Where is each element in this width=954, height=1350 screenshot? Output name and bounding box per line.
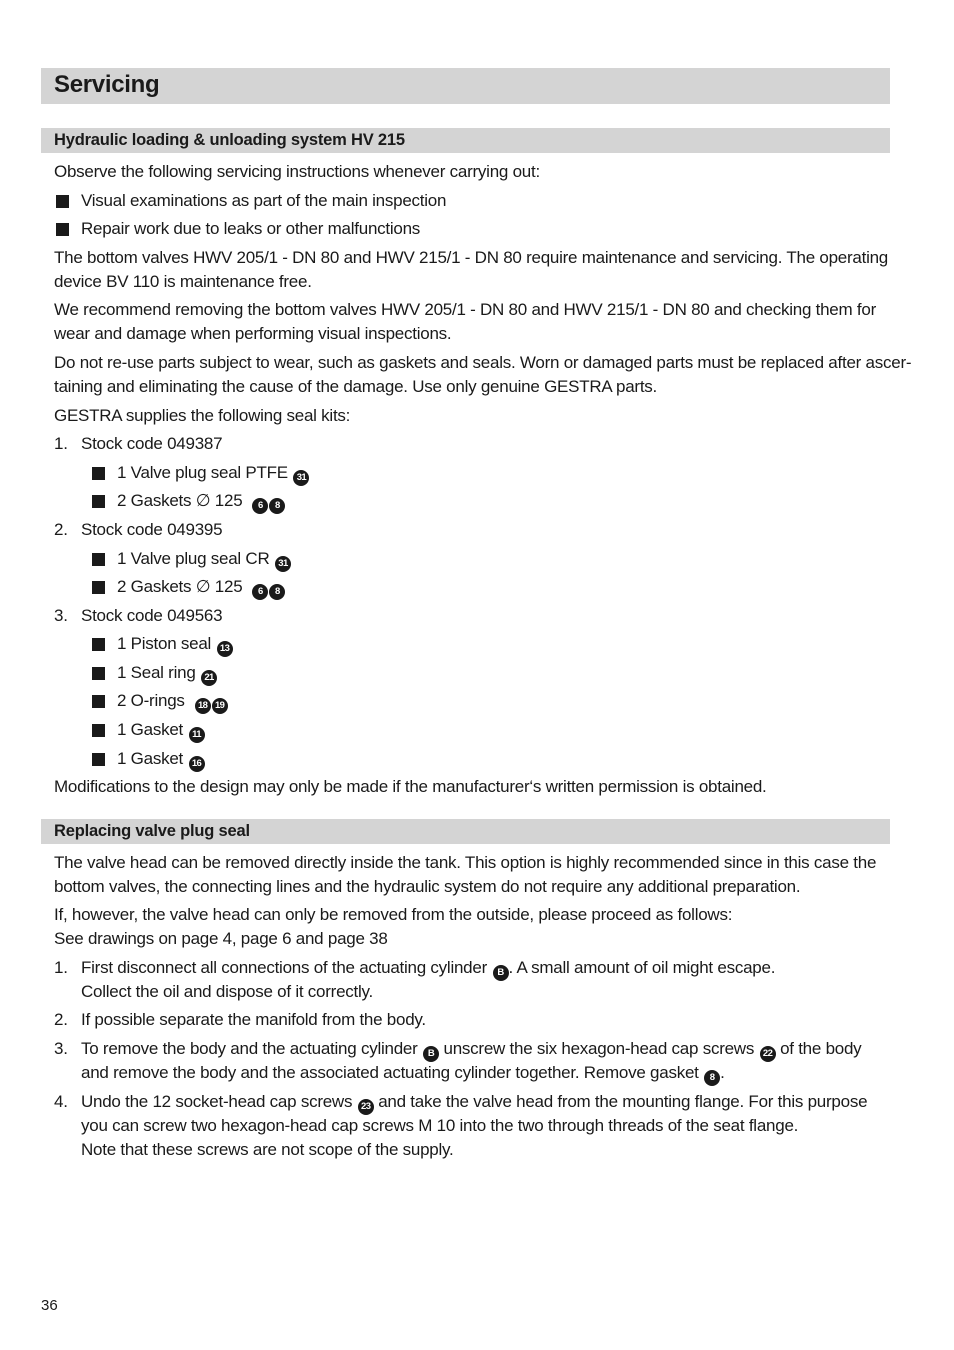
paragraph-line: taining and eliminating the cause of the damage. Use only genuine GESTRA parts.: [54, 377, 658, 396]
step-line: First disconnect all connections of the actuating cylinder B . A small amount of oil might escape.: [81, 956, 775, 981]
step-line: Note that these screws are not scope of the supply.: [81, 1140, 454, 1159]
paragraph-line: We recommend removing the bottom valves HWV 205/1 - DN 80 and HWV 215/1 - DN 80 and checking them for: [54, 300, 876, 319]
part-ref-badge: 8: [269, 584, 285, 600]
paragraph-line: Modifications to the design may only be made if the manufacturer‘s written permission is obtained.: [54, 777, 767, 796]
step-number: 2.: [54, 1010, 68, 1029]
part-ref-badge: B: [493, 965, 509, 981]
step-line: If possible separate the manifold from the body.: [81, 1010, 426, 1029]
kit-item: 1 Gasket 11: [117, 718, 205, 743]
square-bullet-icon: [92, 553, 105, 566]
part-ref-badge: 22: [760, 1046, 776, 1062]
page-title-bar: [41, 68, 890, 104]
square-bullet-icon: [56, 195, 69, 208]
square-bullet-icon: [92, 753, 105, 766]
part-ref-badge: 16: [189, 756, 205, 772]
kit-item: 2 Gaskets ∅ 125 6 8: [117, 575, 285, 600]
section-heading-bar: [41, 819, 890, 844]
part-ref-badge: 31: [293, 470, 309, 486]
kit-item: 1 Seal ring 21: [117, 661, 217, 686]
square-bullet-icon: [92, 724, 105, 737]
kit-item: 1 Valve plug seal CR 31: [117, 547, 291, 572]
part-ref-badge: 23: [358, 1099, 374, 1115]
paragraph-line: Do not re-use parts subject to wear, such as gaskets and seals. Worn or damaged parts must be replaced after ascer-: [54, 353, 912, 372]
paragraph-line: See drawings on page 4, page 6 and page 38: [54, 929, 388, 948]
step-line: Collect the oil and dispose of it correctly.: [81, 982, 373, 1001]
paragraph-line: GESTRA supplies the following seal kits:: [54, 406, 351, 425]
part-ref-badge: 8: [704, 1070, 720, 1086]
list-number: 2.: [54, 520, 68, 539]
part-ref-badge: 13: [217, 641, 233, 657]
paragraph-line: device BV 110 is maintenance free.: [54, 272, 312, 291]
list-item: Visual examinations as part of the main inspection: [81, 191, 447, 210]
kit-title: Stock code 049395: [81, 520, 223, 539]
list-number: 1.: [54, 434, 68, 453]
part-ref-badge: 18: [195, 698, 211, 714]
square-bullet-icon: [92, 581, 105, 594]
square-bullet-icon: [92, 638, 105, 651]
square-bullet-icon: [92, 695, 105, 708]
kit-item: 1 Valve plug seal PTFE 31: [117, 461, 309, 486]
kit-title: Stock code 049387: [81, 434, 223, 453]
part-ref-badge: 31: [275, 556, 291, 572]
square-bullet-icon: [56, 223, 69, 236]
intro-text: Observe the following servicing instructions whenever carrying out:: [54, 162, 540, 181]
square-bullet-icon: [92, 467, 105, 480]
paragraph-line: wear and damage when performing visual inspections.: [54, 324, 452, 343]
paragraph-line: The bottom valves HWV 205/1 - DN 80 and HWV 215/1 - DN 80 require maintenance and servicing. The operating: [54, 248, 889, 267]
kit-item: 2 O-rings 18 19: [117, 689, 228, 714]
step-number: 1.: [54, 958, 68, 977]
paragraph-line: The valve head can be removed directly inside the tank. This option is highly recommended since in this case the: [54, 853, 877, 872]
square-bullet-icon: [92, 667, 105, 680]
paragraph-line: bottom valves, the connecting lines and the hydraulic system do not require any additional preparation.: [54, 877, 801, 896]
step-line: you can screw two hexagon-head cap screws M 10 into the two through threads of the seat flange.: [81, 1116, 799, 1135]
page-number: 36: [41, 1297, 58, 1314]
kit-item: 1 Piston seal 13: [117, 632, 233, 657]
kit-title: Stock code 049563: [81, 606, 223, 625]
page-title: Servicing: [54, 71, 160, 98]
kit-item: 1 Gasket 16: [117, 747, 205, 772]
part-ref-badge: B: [423, 1046, 439, 1062]
paragraph-line: If, however, the valve head can only be removed from the outside, please proceed as follows:: [54, 905, 733, 924]
step-number: 4.: [54, 1092, 68, 1111]
part-ref-badge: 21: [201, 670, 217, 686]
list-item: Repair work due to leaks or other malfunctions: [81, 219, 421, 238]
part-ref-badge: 19: [212, 698, 228, 714]
square-bullet-icon: [92, 495, 105, 508]
part-ref-badge: 6: [252, 584, 268, 600]
step-line: and remove the body and the associated actuating cylinder together. Remove gasket 8 .: [81, 1061, 725, 1086]
kit-item: 2 Gaskets ∅ 125 6 8: [117, 489, 285, 514]
section-heading-replacing: Replacing valve plug seal: [54, 822, 250, 840]
list-number: 3.: [54, 606, 68, 625]
part-ref-badge: 6: [252, 498, 268, 514]
step-line: Undo the 12 socket-head cap screws 23 and take the valve head from the mounting flange. For this purpose: [81, 1090, 867, 1115]
part-ref-badge: 8: [269, 498, 285, 514]
step-number: 3.: [54, 1039, 68, 1058]
step-line: To remove the body and the actuating cylinder B unscrew the six hexagon-head cap screws 22 of the body: [81, 1037, 861, 1062]
part-ref-badge: 11: [189, 727, 205, 743]
section-heading-hydraulic: Hydraulic loading & unloading system HV 215: [54, 131, 405, 149]
section-heading-bar: [41, 128, 890, 153]
